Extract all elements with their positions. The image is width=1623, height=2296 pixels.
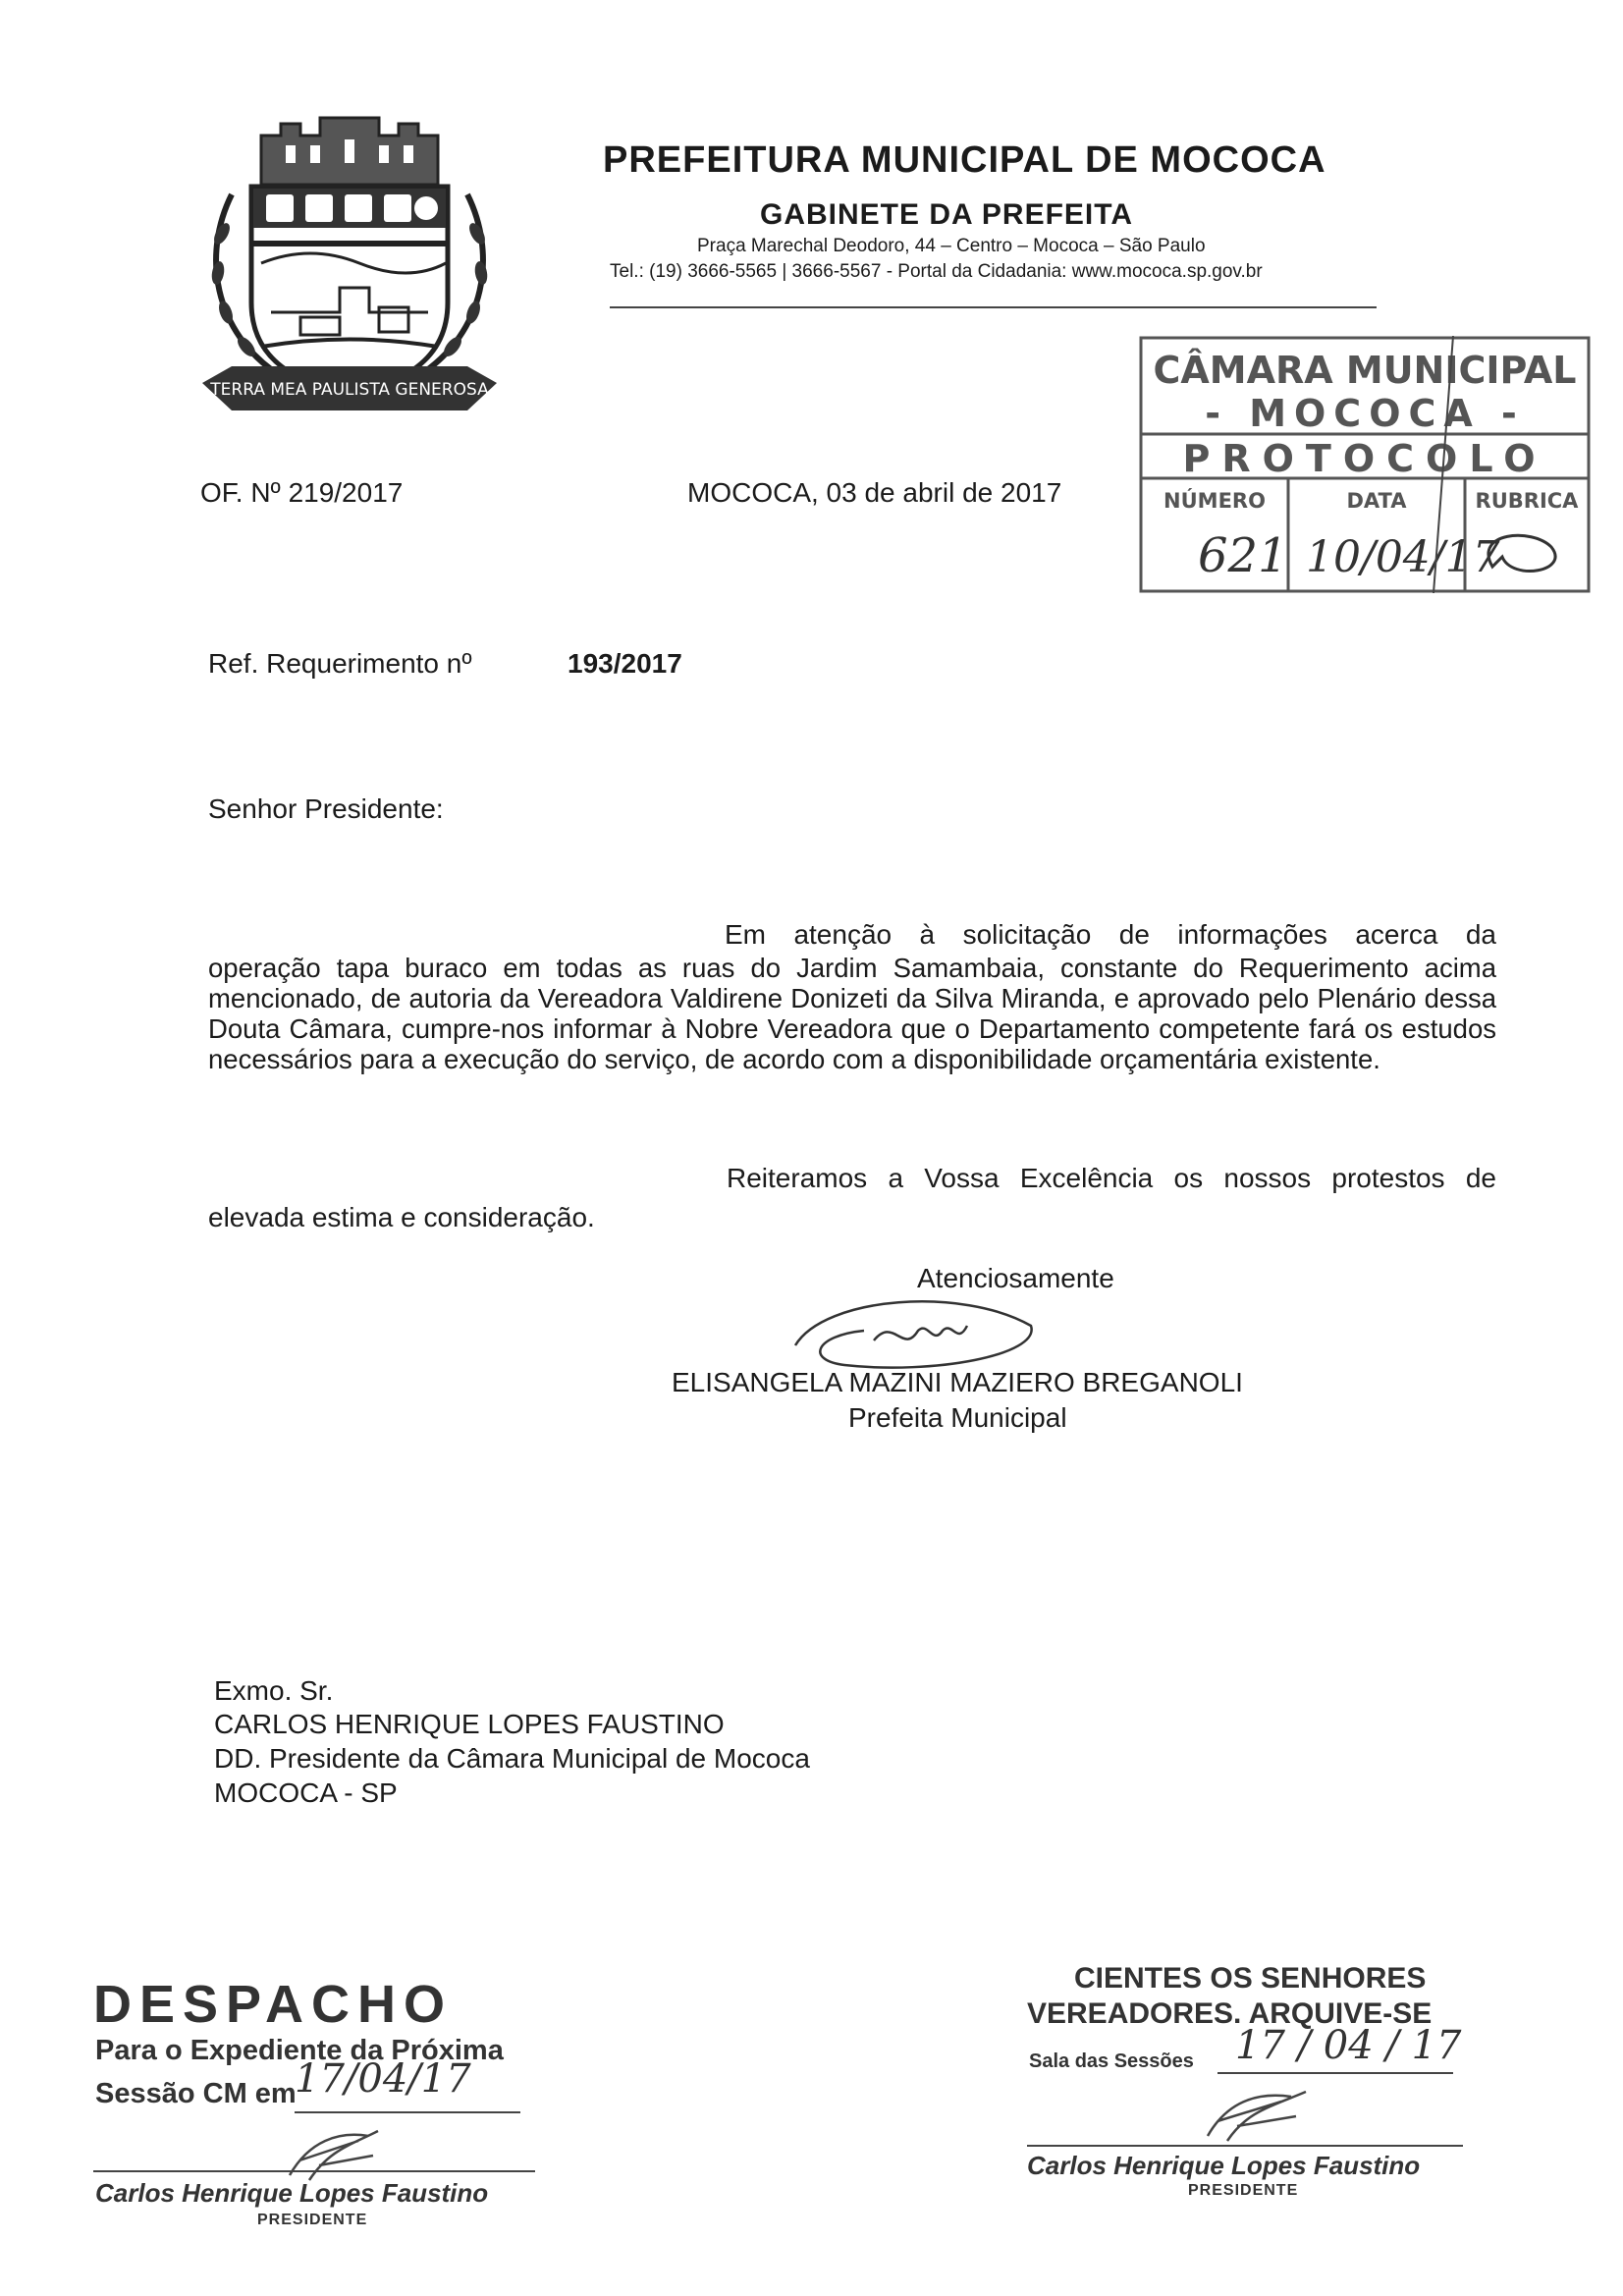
addressee-line-1: Exmo. Sr. bbox=[214, 1675, 334, 1706]
cientes-sala-label: Sala das Sessões bbox=[1029, 2050, 1194, 2072]
stamp-col-numero: NÚMERO bbox=[1163, 489, 1266, 513]
cientes-date-line bbox=[1217, 2072, 1453, 2074]
cientes-date: 17 / 04 / 17 bbox=[1235, 2023, 1462, 2068]
despacho-line-2: Sessão CM em bbox=[95, 2078, 297, 2109]
page-title: PREFEITURA MUNICIPAL DE MOCOCA bbox=[603, 139, 1326, 181]
cientes-signer-name: Carlos Henrique Lopes Faustino bbox=[1027, 2151, 1421, 2180]
closing: Atenciosamente bbox=[917, 1263, 1114, 1293]
paragraph-2-lead: Reiteramos a Vossa Excelência os nossos protestos de bbox=[727, 1163, 1496, 1193]
cientes-signature-line bbox=[1027, 2145, 1463, 2147]
header-divider bbox=[610, 306, 1377, 308]
despacho-title: DESPACHO bbox=[93, 1975, 454, 2034]
stamp-col-rubrica: RUBRICA bbox=[1475, 489, 1579, 513]
reference-label: Ref. Requerimento nº bbox=[208, 648, 472, 679]
paragraph-1-body: operação tapa buraco em todas as ruas do Jardim Samambaia, constante do Requerimento acima mencionado, de autoria da Vereadora Valdirene Donizeti da Silva Miranda, e aprovado pelo Plenário dessa Douta Câmara, cumpre-nos informar à Nobre Vereadora que o Departamento competente fará os estudos necessários para a execução do serviço, de acordo com a disponibilidade orçamentária existente. bbox=[208, 953, 1496, 1074]
cientes-line-1: CIENTES OS SENHORES bbox=[1074, 1962, 1427, 1995]
municipal-crest-logo bbox=[192, 116, 507, 430]
despacho-date-line bbox=[295, 2111, 520, 2113]
page-subtitle: GABINETE DA PREFEITA bbox=[760, 198, 1134, 231]
stamp-line-1: CÂMARA MUNICIPAL bbox=[1153, 349, 1577, 392]
addressee-line-2: CARLOS HENRIQUE LOPES FAUSTINO bbox=[214, 1709, 725, 1739]
despacho-signer-name: Carlos Henrique Lopes Faustino bbox=[95, 2178, 489, 2208]
stamp-data-value: 10/04/17 bbox=[1306, 532, 1500, 582]
cientes-signer-role: PRESIDENTE bbox=[1188, 2182, 1299, 2199]
salutation: Senhor Presidente: bbox=[208, 793, 444, 824]
crest-motto: TERRA MEA PAULISTA GENEROSA bbox=[210, 380, 489, 400]
cientes-line-2: VEREADORES. ARQUIVE-SE bbox=[1027, 1997, 1433, 2030]
despacho-signature-line bbox=[93, 2170, 535, 2172]
protocol-stamp bbox=[1139, 336, 1591, 593]
paragraph-1-lead: Em atenção à solicitação de informações acerca da bbox=[725, 919, 1496, 950]
stamp-numero-value: 621 bbox=[1198, 528, 1288, 583]
despacho-signer-role: PRESIDENTE bbox=[257, 2212, 368, 2228]
signatory-name: ELISANGELA MAZINI MAZIERO BREGANOLI bbox=[672, 1367, 1243, 1397]
addressee-line-3: DD. Presidente da Câmara Municipal de Mococa bbox=[214, 1743, 810, 1774]
signatory-title: Prefeita Municipal bbox=[848, 1402, 1067, 1433]
header-address: Praça Marechal Deodoro, 44 – Centro – Mococa – São Paulo bbox=[697, 236, 1206, 256]
despacho-date: 17/04/17 bbox=[295, 2056, 471, 2102]
reference-number: 193/2017 bbox=[568, 648, 682, 679]
cientes-signature-scribble bbox=[1198, 2082, 1316, 2151]
header-contact: Tel.: (19) 3666-5565 | 3666-5567 - Portal da Cidadania: www.mococa.sp.gov.br bbox=[610, 261, 1263, 282]
stamp-col-data: DATA bbox=[1346, 489, 1407, 513]
addressee-line-4: MOCOCA - SP bbox=[214, 1777, 398, 1808]
paragraph-2-body: elevada estima e consideração. bbox=[208, 1202, 595, 1232]
office-number: OF. Nº 219/2017 bbox=[200, 477, 404, 508]
stamp-line-3: PROTOCOLO bbox=[1182, 437, 1547, 480]
despacho-line-1: Para o Expediente da Próxima bbox=[95, 2035, 504, 2066]
stamp-line-2: - MOCOCA - bbox=[1205, 392, 1525, 435]
place-date: MOCOCA, 03 de abril de 2017 bbox=[687, 477, 1062, 508]
